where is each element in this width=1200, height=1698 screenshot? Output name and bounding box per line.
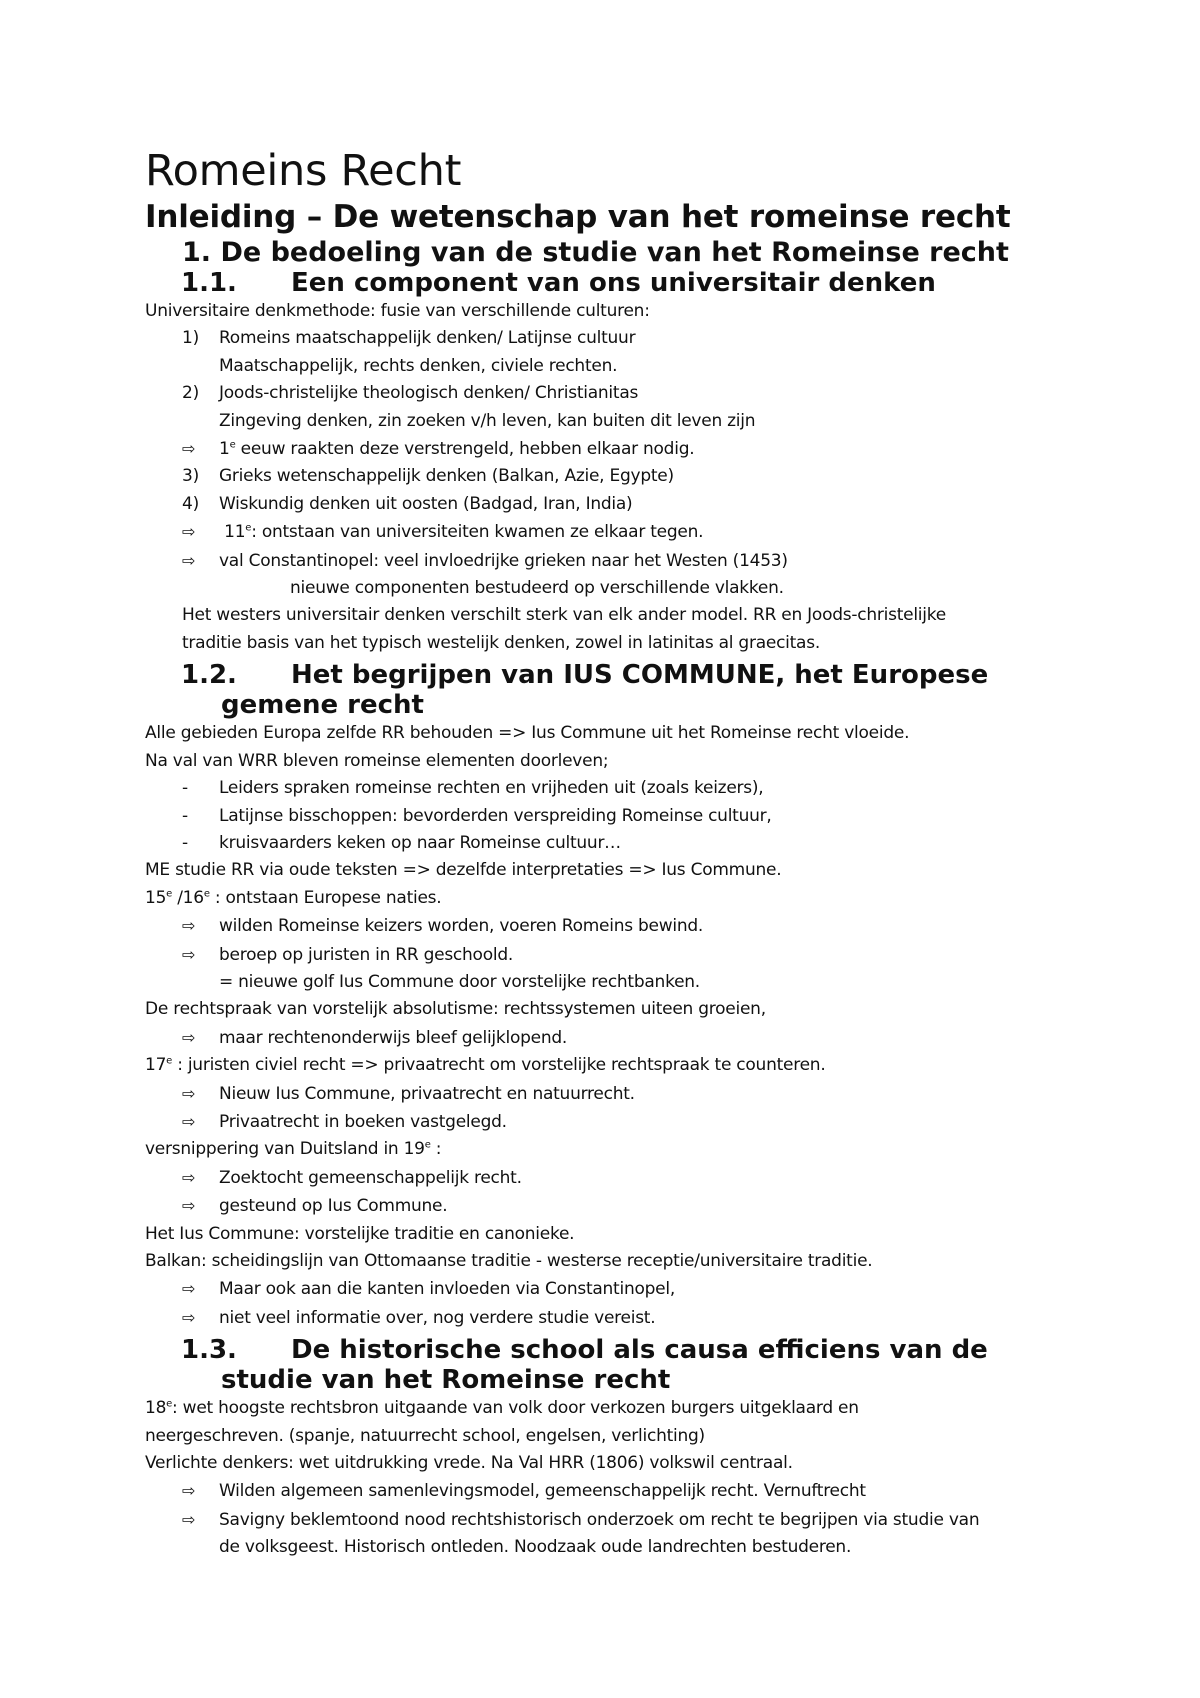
- numbered-item: [145, 380, 1105, 407]
- dash-item: - Latijnse bisschoppen: bevorderden verspreiding Romeinse cultuur,: [145, 803, 1105, 830]
- heading-1-2-number: 1.2.: [181, 660, 237, 691]
- numbered-item: [145, 491, 1105, 518]
- heading-1-1: [145, 268, 1105, 298]
- paragraph-line: Het westers universitair denken verschilt sterk van elk ander model. RR en Joods-christelijke: [182, 605, 946, 626]
- paragraph-line: De rechtspraak van vorstelijk absolutisme: rechtssystemen uiteen groeien,: [145, 999, 766, 1020]
- paragraph-line: Balkan: scheidingslijn van Ottomaanse traditie - westerse receptie/universitaire traditie.: [145, 1251, 873, 1271]
- paragraph-line: Het Ius Commune: vorstelijke traditie en canonieke.: [145, 1223, 575, 1244]
- paragraph-line: Alle gebieden Europa zelfde RR behouden => Ius Commune uit het Romeinse recht vloeide.: [145, 723, 910, 744]
- heading-1-text: De bedoeling van de studie van het Romeinse recht: [220, 237, 1009, 268]
- arrow-right-icon: ⇨: [182, 1509, 196, 1529]
- paragraph-line: 18e: wet hoogste rechtsbron uitgaande van volk door verkozen burgers uitgeklaard en: [145, 1398, 859, 1419]
- item-number: 4): [182, 493, 199, 514]
- arrow-item: ⇨ Savigny beklemtoond nood rechtshistorisch onderzoek om recht te begrijpen via studie van: [145, 1506, 1105, 1534]
- dash-bullet: -: [182, 832, 188, 853]
- dash-bullet: -: [182, 805, 188, 826]
- heading-1-3-text: De historische school als causa efficiens van de: [291, 1335, 988, 1366]
- item-number: 2): [182, 383, 199, 404]
- document-content: [145, 145, 1105, 1562]
- heading-1-2-text-continued: gemene recht: [221, 690, 424, 721]
- heading-1-3-number: 1.3.: [181, 1335, 237, 1366]
- arrow-item: ⇨ gesteund op Ius Commune.: [145, 1192, 1105, 1220]
- arrow-right-icon: ⇨: [182, 1083, 196, 1103]
- item-text: Romeins maatschappelijk denken/ Latijnse cultuur: [219, 328, 636, 349]
- arrow-right-icon: ⇨: [182, 1481, 196, 1501]
- heading-1-3-text-continued: studie van het Romeinse recht: [221, 1365, 671, 1396]
- heading-1-2-text: Het begrijpen van IUS COMMUNE, het Europese: [291, 660, 989, 691]
- heading-1-3: [145, 1335, 1105, 1395]
- arrow-item: ⇨ beroep op juristen in RR geschoold.: [145, 941, 1105, 969]
- item-text: Wiskundig denken uit oosten (Badgad, Iran, India): [219, 493, 633, 514]
- arrow-right-icon: ⇨: [182, 1027, 196, 1047]
- arrow-item: ⇨ Privaatrecht in boeken vastgelegd.: [145, 1108, 1105, 1136]
- paragraph-line: neergeschreven. (spanje, natuurrecht school, engelsen, verlichting): [145, 1425, 705, 1446]
- item-number: 1): [182, 328, 199, 349]
- numbered-item: [145, 325, 1105, 352]
- paragraph-line: Na val van WRR bleven romeinse elementen doorleven;: [145, 750, 609, 771]
- paragraph-line: de volksgeest. Historisch ontleden. Noodzaak oude landrechten bestuderen.: [219, 1537, 852, 1558]
- paragraph-line: Verlichte denkers: wet uitdrukking vrede. Na Val HRR (1806) volkswil centraal.: [145, 1453, 793, 1474]
- heading-1-2: [145, 660, 1105, 720]
- numbered-item: [145, 463, 1105, 490]
- paragraph-line: 17e : juristen civiel recht => privaatrecht om vorstelijke rechtspraak te counteren.: [145, 1055, 826, 1076]
- arrow-right-icon: ⇨: [182, 916, 196, 936]
- paragraph-line: = nieuwe golf Ius Commune door vorstelijke rechtbanken.: [219, 971, 700, 992]
- arrow-right-icon: ⇨: [182, 550, 196, 570]
- paragraph-line: Maatschappelijk, rechts denken, civiele rechten.: [219, 355, 618, 376]
- heading-1-number: 1.: [182, 237, 212, 268]
- arrow-right-icon: ⇨: [182, 1167, 196, 1187]
- paragraph-line: traditie basis van het typisch westelijk denken, zowel in latinitas al graecitas.: [182, 632, 820, 653]
- item-text: Joods-christelijke theologisch denken/ Christianitas: [219, 383, 639, 404]
- arrow-item: ⇨ maar rechtenonderwijs bleef gelijklopend.: [145, 1024, 1105, 1052]
- item-number: 3): [182, 466, 199, 487]
- arrow-item: ⇨ Nieuw Ius Commune, privaatrecht en natuurrecht.: [145, 1080, 1105, 1108]
- heading-1-1-number: 1.1.: [181, 268, 237, 298]
- paragraph-line: ME studie RR via oude teksten => dezelfde interpretaties => Ius Commune.: [145, 860, 782, 881]
- arrow-right-icon: ⇨: [182, 1196, 196, 1216]
- arrow-item: ⇨ niet veel informatie over, nog verdere studie vereist.: [145, 1304, 1105, 1332]
- arrow-right-icon: ⇨: [182, 944, 196, 964]
- arrow-right-icon: ⇨: [182, 1111, 196, 1131]
- arrow-item: ⇨ 1e eeuw raakten deze verstrengeld, hebben elkaar nodig.: [145, 435, 1105, 463]
- arrow-item: ⇨ val Constantinopel: veel invloedrijke grieken naar het Westen (1453): [145, 547, 1105, 575]
- item-text: Grieks wetenschappelijk denken (Balkan, Azie, Egypte): [219, 466, 674, 487]
- heading-1: [145, 237, 1105, 268]
- arrow-right-icon: ⇨: [182, 522, 196, 542]
- arrow-right-icon: ⇨: [182, 439, 196, 459]
- paragraph-line: Universitaire denkmethode: fusie van verschillende culturen:: [145, 301, 650, 321]
- dash-bullet: -: [182, 778, 188, 799]
- arrow-item: ⇨ wilden Romeinse keizers worden, voeren Romeins bewind.: [145, 912, 1105, 940]
- dash-item: - Leiders spraken romeinse rechten en vrijheden uit (zoals keizers),: [145, 775, 1105, 802]
- arrow-right-icon: ⇨: [182, 1279, 196, 1299]
- arrow-right-icon: ⇨: [182, 1307, 196, 1327]
- heading-1-1-text: Een component van ons universitair denken: [291, 268, 936, 298]
- arrow-item: ⇨ Maar ook aan die kanten invloeden via Constantinopel,: [145, 1275, 1105, 1303]
- arrow-item: ⇨ Wilden algemeen samenlevingsmodel, gemeenschappelijk recht. Vernuftrecht: [145, 1477, 1105, 1505]
- arrow-item: ⇨ Zoektocht gemeenschappelijk recht.: [145, 1164, 1105, 1192]
- arrow-item: ⇨ 11e: ontstaan van universiteiten kwamen ze elkaar tegen.: [145, 518, 1105, 546]
- dash-item: - kruisvaarders keken op naar Romeinse cultuur…: [145, 830, 1105, 857]
- heading-inleiding: Inleiding – De wetenschap van het romeinse recht: [145, 199, 1011, 235]
- paragraph-line: versnippering van Duitsland in 19e :: [145, 1139, 442, 1160]
- paragraph-line: 15e /16e : ontstaan Europese naties.: [145, 887, 442, 908]
- paragraph-line: Zingeving denken, zin zoeken v/h leven, kan buiten dit leven zijn: [219, 410, 756, 431]
- paragraph-line: nieuwe componenten bestudeerd op verschillende vlakken.: [290, 578, 784, 599]
- document-title: Romeins Recht: [145, 146, 462, 196]
